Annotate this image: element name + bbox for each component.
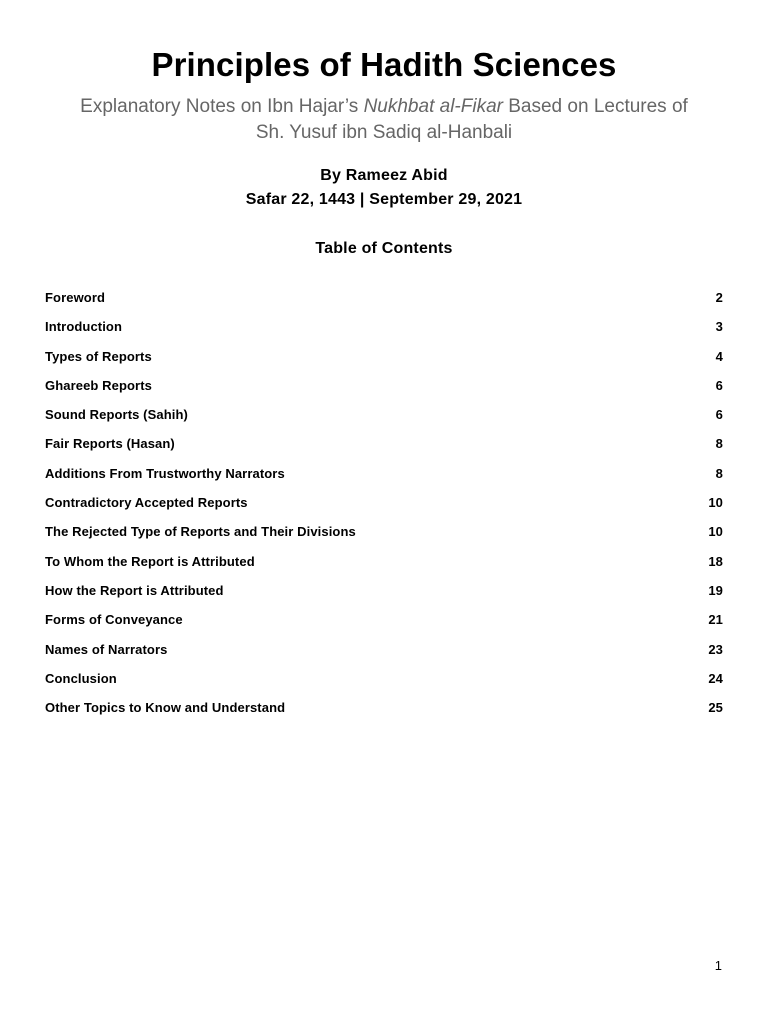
toc-entry-label: Contradictory Accepted Reports bbox=[45, 495, 248, 511]
toc-entry-types-of-reports[interactable] bbox=[45, 349, 723, 378]
document-title: Principles of Hadith Sciences bbox=[151, 46, 617, 83]
toc-entry-page: 21 bbox=[708, 612, 723, 628]
toc-entry-rejected-reports[interactable] bbox=[45, 524, 723, 553]
toc-entry-label: Other Topics to Know and Understand bbox=[45, 700, 286, 716]
subtitle-text-part1: Explanatory Notes on Ibn Hajar’s bbox=[80, 96, 364, 117]
document-subtitle bbox=[60, 94, 708, 146]
toc-entry-fair-reports[interactable] bbox=[45, 436, 723, 465]
toc-entry-label: Additions From Trustworthy Narrators bbox=[45, 465, 285, 481]
toc-entry-label: Fair Reports (Hasan) bbox=[45, 436, 175, 452]
toc-entry-label: Introduction bbox=[45, 319, 123, 335]
toc-heading: Table of Contents bbox=[315, 240, 453, 257]
toc-entry-page: 19 bbox=[708, 582, 723, 598]
toc-entry-forms-of-conveyance[interactable] bbox=[45, 612, 723, 641]
page-number: 1 bbox=[714, 958, 722, 973]
toc-entry-other-topics[interactable] bbox=[45, 700, 723, 729]
subtitle-book-title: Nukhbat al-Fikar bbox=[363, 96, 503, 117]
toc-entry-label: Forms of Conveyance bbox=[45, 612, 183, 628]
toc-entry-page: 18 bbox=[708, 553, 723, 569]
toc-entry-page: 10 bbox=[708, 524, 723, 540]
toc-entry-sound-reports[interactable] bbox=[45, 407, 723, 436]
subtitle-text-part2: Based on Lectures of bbox=[502, 96, 688, 117]
toc-entry-ghareeb-reports[interactable] bbox=[45, 378, 723, 407]
toc-entry-page: 8 bbox=[715, 465, 723, 481]
toc-entry-page: 3 bbox=[715, 319, 723, 335]
toc-entry-additions[interactable] bbox=[45, 466, 723, 495]
toc-entry-page: 6 bbox=[715, 407, 723, 423]
toc-entry-page: 25 bbox=[708, 700, 723, 716]
author-line: By Rameez Abid bbox=[320, 167, 448, 184]
toc-entry-label: How the Report is Attributed bbox=[45, 582, 224, 598]
toc-entry-label: Names of Narrators bbox=[45, 641, 168, 657]
table-of-contents bbox=[45, 290, 723, 729]
toc-entry-how-attributed[interactable] bbox=[45, 583, 723, 612]
toc-entry-page: 6 bbox=[715, 377, 723, 393]
toc-entry-page: 10 bbox=[708, 495, 723, 511]
toc-entry-label: Conclusion bbox=[45, 670, 117, 686]
toc-entry-page: 4 bbox=[715, 348, 723, 364]
toc-entry-label: Foreword bbox=[45, 290, 106, 305]
date-line: Safar 22, 1443 | September 29, 2021 bbox=[245, 191, 523, 208]
subtitle-line2: Sh. Yusuf ibn Sadiq al-Hanbali bbox=[255, 122, 513, 143]
toc-entry-names-of-narrators[interactable] bbox=[45, 642, 723, 671]
toc-entry-conclusion[interactable] bbox=[45, 671, 723, 700]
toc-entry-introduction[interactable] bbox=[45, 319, 723, 348]
toc-entry-page: 24 bbox=[708, 670, 723, 686]
toc-entry-page: 8 bbox=[715, 436, 723, 452]
toc-entry-page: 2 bbox=[715, 290, 723, 305]
toc-entry-page: 23 bbox=[708, 641, 723, 657]
toc-entry-to-whom-attributed[interactable] bbox=[45, 554, 723, 583]
toc-entry-label: To Whom the Report is Attributed bbox=[45, 553, 255, 569]
toc-entry-contradictory[interactable] bbox=[45, 495, 723, 524]
toc-entry-label: Sound Reports (Sahih) bbox=[45, 407, 188, 423]
toc-entry-foreword[interactable] bbox=[45, 290, 723, 319]
toc-entry-label: Types of Reports bbox=[45, 348, 152, 364]
toc-entry-label: Ghareeb Reports bbox=[45, 377, 152, 393]
toc-entry-label: The Rejected Type of Reports and Their Divisions bbox=[45, 524, 356, 540]
